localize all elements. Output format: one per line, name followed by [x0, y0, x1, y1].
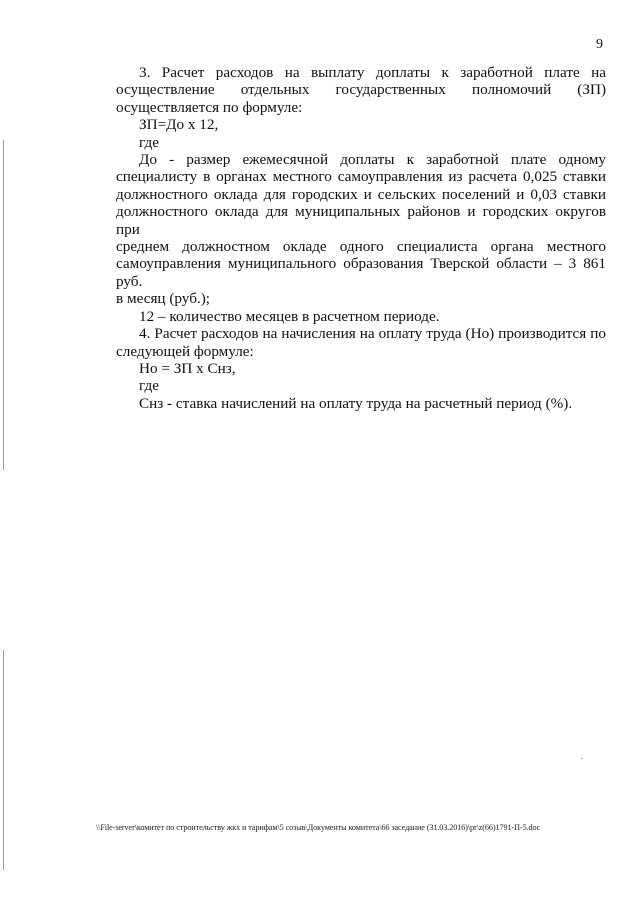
paragraph-4-line-1: 4. Расчет расходов на начисления на оплату труда (Но) производится по	[139, 325, 606, 343]
paragraph-3-line-2: осуществление отдельных государственных полномочий (ЗП)	[116, 81, 606, 99]
paragraph-3-line-1: 3. Расчет расходов на выплату доплаты к заработной плате на	[139, 64, 606, 81]
scan-edge-line	[3, 140, 4, 470]
paragraph-4-line-2: следующей формуле:	[116, 342, 254, 360]
scan-speck	[581, 758, 582, 759]
definition-do-line-2: специалисту в органах местного самоуправления из расчета 0,025 ставки	[116, 168, 606, 186]
definition-do-line-7: в месяц (руб.);	[116, 290, 210, 308]
definition-do-line-1: До - размер ежемесячной доплаты к заработной плате одному	[139, 151, 606, 169]
formula-no: Но = ЗП х Снз,	[139, 359, 236, 377]
page-number: 9	[596, 37, 603, 52]
definition-do-line-5: среднем должностном окладе одного специалиста органа местного	[116, 238, 606, 256]
where-label-2: где	[139, 377, 159, 395]
definition-do-line-4: должностного оклада для муниципальных районов и городских округов при	[116, 203, 606, 238]
document-body	[116, 64, 606, 412]
paragraph-3-line-3: осуществляется по формуле:	[116, 98, 303, 116]
definition-do-line-3: должностного оклада для городских и сельских поселений и 0,03 ставки	[116, 185, 606, 203]
definition-do-line-6: самоуправления муниципального образования Тверской области – 3 861 руб.	[116, 255, 606, 290]
scan-edge-line	[3, 650, 4, 870]
definition-12: 12 – количество месяцев в расчетном периоде.	[139, 307, 440, 325]
definition-snz: Снз - ставка начислений на оплату труда на расчетный период (%).	[139, 394, 573, 412]
formula-zp: ЗП=До х 12,	[139, 116, 219, 134]
where-label-1: где	[139, 133, 159, 151]
footer-file-path: \\File-server\комитет по строительству жкх и тарифам\5 созыв\Документы комитета\66 заседание (31.03.2016)\pr\z(66)1791-П-5.doc	[96, 823, 541, 832]
